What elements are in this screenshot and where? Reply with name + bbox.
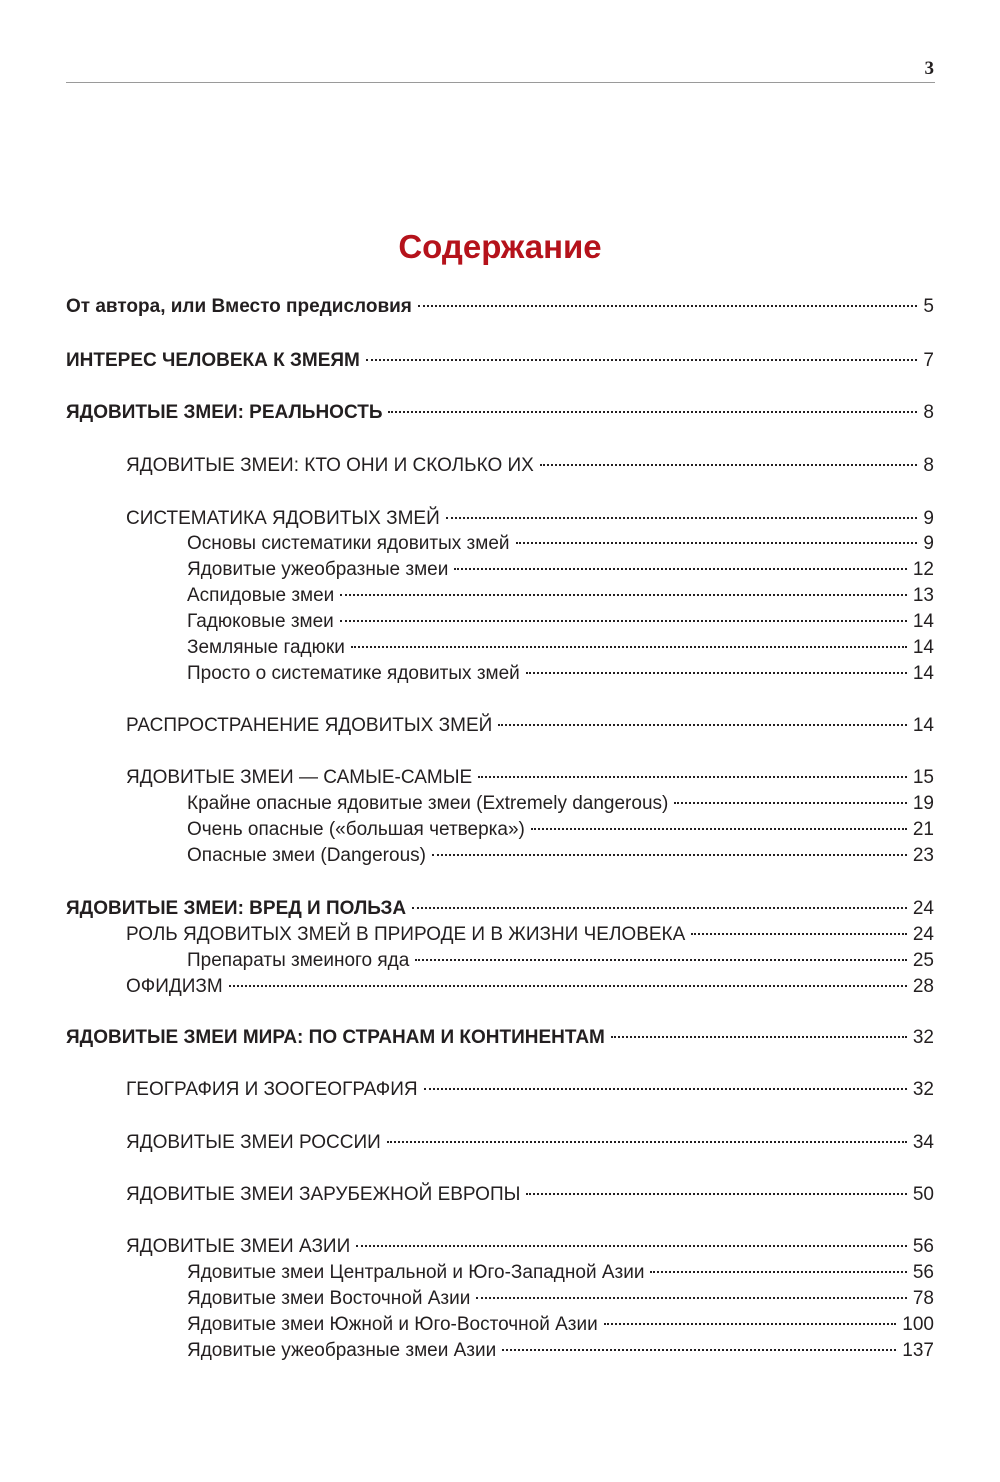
toc-entry-distribution[interactable] [126, 713, 934, 739]
toc-entry-harm-and-benefit[interactable] [66, 896, 934, 922]
toc-entry-title: СИСТЕМАТИКА ЯДОВИТЫХ ЗМЕЙ [126, 508, 440, 529]
toc-entry-page: 5 [923, 296, 934, 317]
toc-entry-page: 28 [912, 976, 934, 997]
dot-leader [387, 1141, 907, 1143]
toc-entry-title: От автора, или Вместо предисловия [66, 296, 412, 317]
toc-entry-title: ОФИДИЗМ [126, 976, 223, 997]
toc-entry-central-sw-asia[interactable] [187, 1260, 934, 1286]
toc-entry-east-asia[interactable] [187, 1286, 934, 1312]
dot-leader [412, 907, 907, 909]
toc-entry-geography[interactable] [126, 1077, 934, 1103]
toc-entry-page: 15 [912, 767, 934, 788]
toc-entry-title: Ядовитые ужеобразные змеи [187, 559, 449, 580]
toc-entry-title: ЯДОВИТЫЕ ЗМЕИ: КТО ОНИ И СКОЛЬКО ИХ [126, 455, 534, 476]
toc-entry-page: 14 [912, 637, 934, 658]
toc-entry-page: 8 [923, 402, 934, 423]
toc-entry-asia[interactable] [126, 1234, 934, 1260]
toc-entry-simple-systematics[interactable] [187, 661, 934, 687]
dot-leader [691, 933, 907, 935]
toc-entry-foreign-europe[interactable] [126, 1182, 934, 1208]
dot-leader [424, 1088, 907, 1090]
dot-leader [502, 1349, 896, 1351]
toc-entry-title: Просто о систематике ядовитых змей [187, 663, 520, 684]
toc-entry-page: 24 [912, 898, 934, 919]
toc-entry-title: РАСПРОСТРАНЕНИЕ ЯДОВИТЫХ ЗМЕЙ [126, 715, 493, 736]
toc-entry-title: Основы систематики ядовитых змей [187, 533, 510, 554]
toc-entry-ophidism[interactable] [126, 974, 934, 1000]
toc-entry-title: ЯДОВИТЫЕ ЗМЕИ РОССИИ [126, 1132, 381, 1153]
dot-leader [454, 568, 907, 570]
dot-leader [478, 776, 907, 778]
toc-entry-page: 12 [912, 559, 934, 580]
dot-leader [516, 542, 918, 544]
dot-leader [351, 646, 907, 648]
toc-entry-title: ЯДОВИТЫЕ ЗМЕИ: ВРЕД И ПОЛЬЗА [66, 898, 407, 919]
toc-entry-page: 21 [912, 819, 934, 840]
toc-entry-page: 24 [912, 924, 934, 945]
toc-entry-page: 14 [912, 611, 934, 632]
toc-entry-page: 14 [912, 663, 934, 684]
toc-entry-page: 23 [912, 845, 934, 866]
toc-entry-page: 14 [912, 715, 934, 736]
toc-entry-page: 137 [902, 1340, 934, 1361]
toc-entry-title: ЯДОВИТЫЕ ЗМЕИ МИРА: ПО СТРАНАМ И КОНТИНЕНТАМ [66, 1027, 605, 1048]
toc-entry-venom-preparations[interactable] [187, 948, 934, 974]
dot-leader [340, 620, 907, 622]
dot-leader [418, 305, 918, 307]
dot-leader [526, 672, 907, 674]
toc-entry-page: 9 [923, 508, 934, 529]
toc-entry-title: ГЕОГРАФИЯ И ЗООГЕОГРАФИЯ [126, 1079, 418, 1100]
toc-entry-page: 78 [912, 1288, 934, 1309]
dot-leader [611, 1036, 907, 1038]
toc-entry-page: 100 [902, 1314, 934, 1335]
toc-entry-page: 13 [912, 585, 934, 606]
dot-leader [498, 724, 907, 726]
toc-entry-page: 56 [912, 1262, 934, 1283]
dot-leader [229, 985, 907, 987]
toc-entry-title: Ядовитые змеи Центральной и Юго-Западной Азии [187, 1262, 645, 1283]
toc-entry-page: 32 [912, 1027, 934, 1048]
toc-entry-page: 19 [912, 793, 934, 814]
dot-leader [674, 802, 907, 804]
dot-leader [446, 517, 918, 519]
toc-entry-asian-colubrids[interactable] [187, 1338, 934, 1364]
toc-entry-title: Земляные гадюки [187, 637, 345, 658]
toc-entry-title: ЯДОВИТЫЕ ЗМЕИ ЗАРУБЕЖНОЙ ЕВРОПЫ [126, 1184, 521, 1205]
toc-entry-viperid[interactable] [187, 609, 934, 635]
toc-entry-page: 8 [923, 455, 934, 476]
toc-entry-south-se-asia[interactable] [187, 1312, 934, 1338]
dot-leader [356, 1245, 907, 1247]
toc-entry-title: Гадюковые змеи [187, 611, 334, 632]
toc-entry-page: 50 [912, 1184, 934, 1205]
dot-leader [531, 828, 907, 830]
toc-entry-title: ЯДОВИТЫЕ ЗМЕИ: РЕАЛЬНОСТЬ [66, 402, 383, 423]
toc-entry-title: ИНТЕРЕС ЧЕЛОВЕКА К ЗМЕЯМ [66, 350, 360, 371]
toc-entry-title: Опасные змеи (Dangerous) [187, 845, 426, 866]
toc-entry-role-in-nature[interactable] [126, 922, 934, 948]
toc-entry-human-interest[interactable] [66, 348, 934, 374]
toc-entry-title: Аспидовые змеи [187, 585, 335, 606]
dot-leader [388, 411, 917, 413]
toc-entry-superlatives[interactable] [126, 765, 934, 791]
toc-entry-colubrid[interactable] [187, 557, 934, 583]
dot-leader [650, 1271, 906, 1273]
header-rule [66, 82, 935, 83]
toc-entry-dangerous[interactable] [187, 843, 934, 869]
toc-entry-atractaspid[interactable] [187, 635, 934, 661]
toc-entry-world-by-country[interactable] [66, 1025, 934, 1051]
toc-entry-title: Ядовитые змеи Восточной Азии [187, 1288, 471, 1309]
toc-entry-title: Препараты змеиного яда [187, 950, 410, 971]
toc-entry-title: ЯДОВИТЫЕ ЗМЕИ — САМЫЕ-САМЫЕ [126, 767, 473, 788]
dot-leader [432, 854, 907, 856]
toc-entry-title: Ядовитые змеи Южной и Юго-Восточной Азии [187, 1314, 598, 1335]
toc-entry-russia[interactable] [126, 1130, 934, 1156]
page-number: 3 [924, 58, 934, 79]
toc-entry-page: 32 [912, 1079, 934, 1100]
toc-entry-page: 25 [912, 950, 934, 971]
dot-leader [415, 959, 907, 961]
dot-leader [476, 1297, 907, 1299]
toc-entry-systematics[interactable] [126, 506, 934, 532]
toc-entry-from-author[interactable] [66, 294, 934, 320]
dot-leader [340, 594, 907, 596]
dot-leader [540, 464, 918, 466]
dot-leader [526, 1193, 906, 1195]
toc-entry-page: 7 [923, 350, 934, 371]
toc-entry-who-they-are[interactable] [126, 453, 934, 479]
toc-entry-page: 9 [923, 533, 934, 554]
toc-entry-big-four[interactable] [187, 817, 934, 843]
toc-entry-reality[interactable] [66, 400, 934, 426]
toc-entry-systematics-basics[interactable] [187, 531, 934, 557]
toc-entry-elapid[interactable] [187, 583, 934, 609]
toc-entry-extremely-dangerous[interactable] [187, 791, 934, 817]
dot-leader [366, 359, 918, 361]
toc-title: Содержание [398, 228, 602, 266]
toc-entry-title: Ядовитые ужеобразные змеи Азии [187, 1340, 497, 1361]
toc-entry-title: Очень опасные («большая четверка») [187, 819, 525, 840]
toc-entry-title: РОЛЬ ЯДОВИТЫХ ЗМЕЙ В ПРИРОДЕ И В ЖИЗНИ ЧЕЛОВЕКА [126, 924, 686, 945]
toc-entry-title: Крайне опасные ядовитые змеи (Extremely dangerous) [187, 793, 669, 814]
toc-entry-page: 56 [912, 1236, 934, 1257]
dot-leader [604, 1323, 897, 1325]
toc-entry-title: ЯДОВИТЫЕ ЗМЕИ АЗИИ [126, 1236, 351, 1257]
toc-entry-page: 34 [912, 1132, 934, 1153]
